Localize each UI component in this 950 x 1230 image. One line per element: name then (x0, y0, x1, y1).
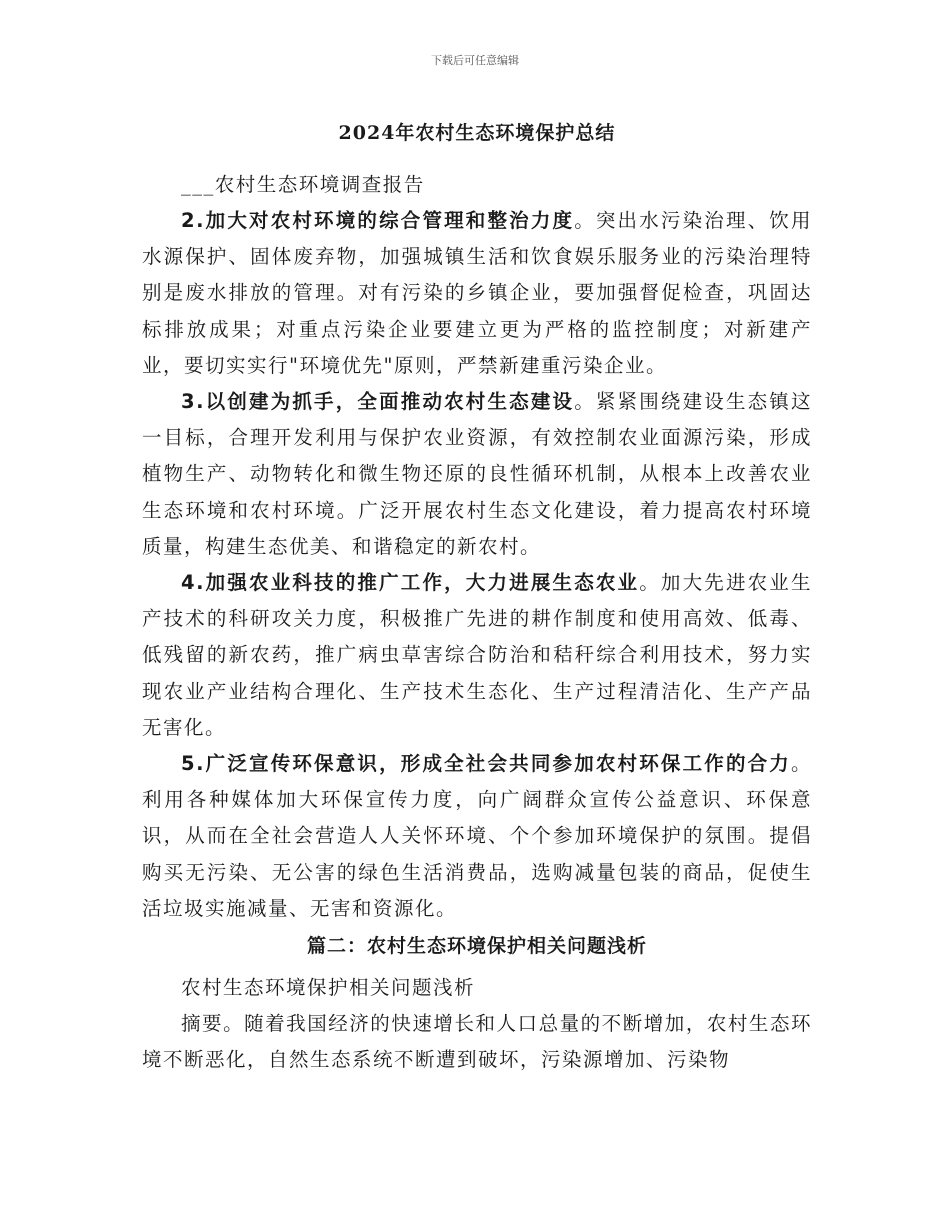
section-paragraph (142, 203, 812, 384)
document-body (142, 118, 812, 1078)
section-heading: 3.以创建为抓手，全面推动农村生态建设 (181, 390, 575, 414)
section-text: 。利用各种媒体加大环保宣传力度，向广阔群众宣传公益意识、环保意识，从而在全社会营造人人关怀环境、个个参加环境保护的氛围。提倡购买无污染、无公害的绿色生活消费品，选购减量包装的商品，促使生活垃圾实施减量、无害和资源化。 (142, 752, 812, 920)
section-paragraph (142, 565, 812, 746)
section-text: 。紧紧围绕建设生态镇这一目标，合理开发利用与保护农业资源，有效控制农业面源污染，形成植物生产、动物转化和微生物还原的良性循环机制，从根本上改善农业生态环境和农村环境。广泛开展农村生态文化建设，着力提高农村环境质量，构建生态优美、和谐稳定的新农村。 (142, 390, 812, 558)
section-text: 。突出水污染治理、饮用水源保护、固体废弃物，加强城镇生活和饮食娱乐服务业的污染治理特别是废水排放的管理。对有污染的乡镇企业，要加强督促检查，巩固达标排放成果；对重点污染企业要建立更为严格的监控制度；对新建产业，要切实实行"环境优先"原则，严禁新建重污染企业。 (142, 209, 812, 377)
section-heading: 5.广泛宣传环保意识，形成全社会共同参加农村环保工作的合力 (181, 752, 791, 776)
section-heading: 4.加强农业科技的推广工作，大力进展生态农业 (181, 571, 640, 595)
document-title: 2024年农村生态环境保护总结 (338, 122, 616, 144)
page-header: 下载后可任意编辑 (431, 54, 519, 67)
abstract-paragraph: 摘要。随着我国经济的快速增长和人口总量的不断增加，农村生态环境不断恶化，自然生态系统不断遭到破坏，污染源增加、污染物 (142, 1012, 812, 1072)
section-text: 。加大先进农业生产技术的科研攻关力度，积极推广先进的耕作制度和使用高效、低毒、低残留的新农药，推广病虫草害综合防治和秸秆综合利用技术，努力实现农业产业结构合理化、生产技术生态化、生产过程清洁化、生产产品无害化。 (142, 571, 812, 739)
part2-title: 篇二：农村生态环境保护相关问题浅析 (306, 935, 647, 958)
section-paragraph (142, 746, 812, 927)
intro-line: ___农村生态环境调查报告 (181, 173, 425, 196)
section-paragraph (142, 384, 812, 565)
section-heading: 2.加大对农村环境的综合管理和整治力度 (181, 209, 575, 232)
part2-line: 农村生态环境保护相关问题浅析 (181, 976, 476, 1000)
